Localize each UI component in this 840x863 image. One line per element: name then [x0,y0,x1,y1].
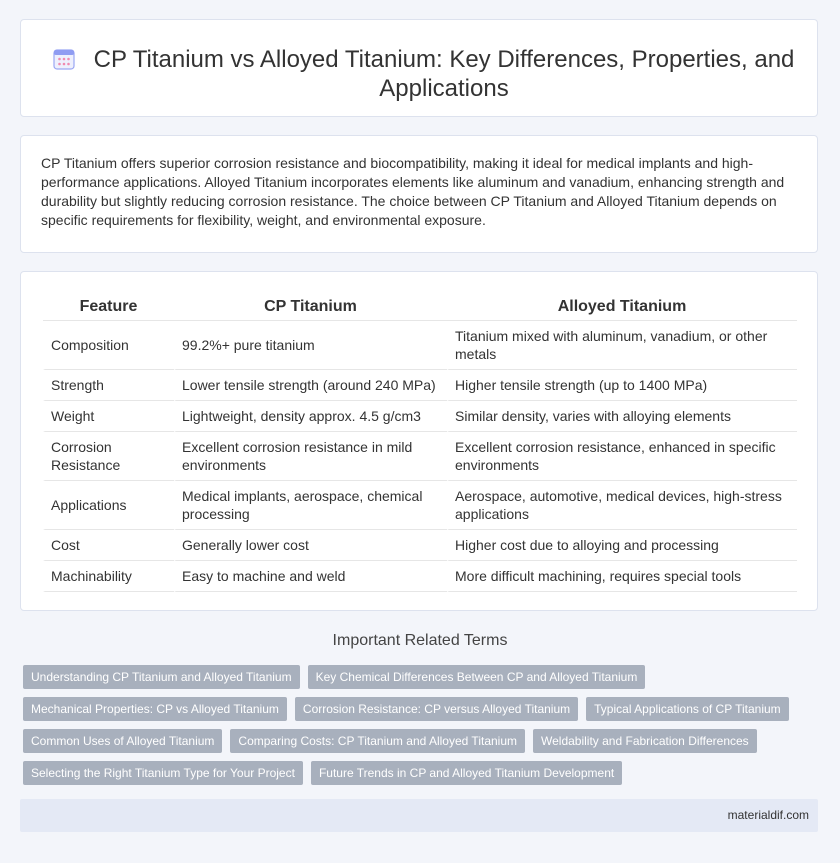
table-row [43,530,797,561]
related-term-tag[interactable]: Typical Applications of CP Titanium [586,697,789,721]
related-term-tag[interactable]: Mechanical Properties: CP vs Alloyed Titanium [23,697,287,721]
related-term-tag[interactable]: Comparing Costs: CP Titanium and Alloyed Titanium [230,729,525,753]
table-row [43,401,797,432]
row-feature: Cost [43,530,174,561]
table-row [43,432,797,481]
row-cp-value: Easy to machine and weld [174,561,447,592]
related-tags-row [23,761,622,785]
table-row [43,561,797,592]
related-term-tag[interactable]: Weldability and Fabrication Differences [533,729,757,753]
row-feature: Weight [43,401,174,432]
row-feature: Strength [43,370,174,401]
row-feature: Machinability [43,561,174,592]
row-cp-value: Medical implants, aerospace, chemical processing [174,481,447,530]
row-alloyed-value: Aerospace, automotive, medical devices, high-stress applications [447,481,797,530]
related-tags-row [23,729,757,753]
row-alloyed-value: Higher cost due to alloying and processing [447,530,797,561]
table-header-row [43,294,797,321]
row-cp-value: Generally lower cost [174,530,447,561]
intro-card [20,135,818,253]
row-cp-value: Lower tensile strength (around 240 MPa) [174,370,447,401]
footer-bar [20,799,818,832]
row-cp-value: 99.2%+ pure titanium [174,321,447,370]
footer-site-name[interactable]: materialdif.com [727,808,809,822]
row-cp-value: Lightweight, density approx. 4.5 g/cm3 [174,401,447,432]
row-alloyed-value: More difficult machining, requires special tools [447,561,797,592]
related-term-tag[interactable]: Future Trends in CP and Alloyed Titanium Development [311,761,622,785]
header-feature: Feature [43,294,174,321]
related-term-tag[interactable]: Corrosion Resistance: CP versus Alloyed Titanium [295,697,578,721]
header-cp-titanium: CP Titanium [174,294,447,321]
row-alloyed-value: Similar density, varies with alloying elements [447,401,797,432]
intro-paragraph: CP Titanium offers superior corrosion resistance and biocompatibility, making it ideal for medical implants and high-performance applications. Alloyed Titanium incorporates elements like aluminum and vanadium, enhancing strength and durability but slightly reducing corrosion resistance. The choice between CP Titanium and Alloyed Titanium depends on specific requirements for flexibility, weight, and environmental exposure. [41,155,785,228]
row-feature: Applications [43,481,174,530]
row-feature: Composition [43,321,174,370]
title-card [20,19,818,117]
related-term-tag[interactable]: Common Uses of Alloyed Titanium [23,729,222,753]
row-alloyed-value: Excellent corrosion resistance, enhanced in specific environments [447,432,797,481]
related-tags-row [23,697,789,721]
comparison-table-card [20,271,818,611]
page-title: CP Titanium vs Alloyed Titanium: Key Differences, Properties, and Applications [93,46,795,102]
header-alloyed-titanium: Alloyed Titanium [447,294,797,321]
table-row [43,321,797,370]
related-term-tag[interactable]: Key Chemical Differences Between CP and Alloyed Titanium [308,665,646,689]
related-term-tag[interactable]: Understanding CP Titanium and Alloyed Titanium [23,665,300,689]
row-feature: Corrosion Resistance [43,432,174,481]
related-terms-heading: Important Related Terms [332,632,508,649]
table-row [43,370,797,401]
related-tags-row [23,665,645,689]
table-row [43,481,797,530]
calendar-grid-icon [52,47,76,71]
row-cp-value: Excellent corrosion resistance in mild environments [174,432,447,481]
row-alloyed-value: Higher tensile strength (up to 1400 MPa) [447,370,797,401]
related-term-tag[interactable]: Selecting the Right Titanium Type for Your Project [23,761,303,785]
row-alloyed-value: Titanium mixed with aluminum, vanadium, or other metals [447,321,797,370]
comparison-table [43,294,797,592]
